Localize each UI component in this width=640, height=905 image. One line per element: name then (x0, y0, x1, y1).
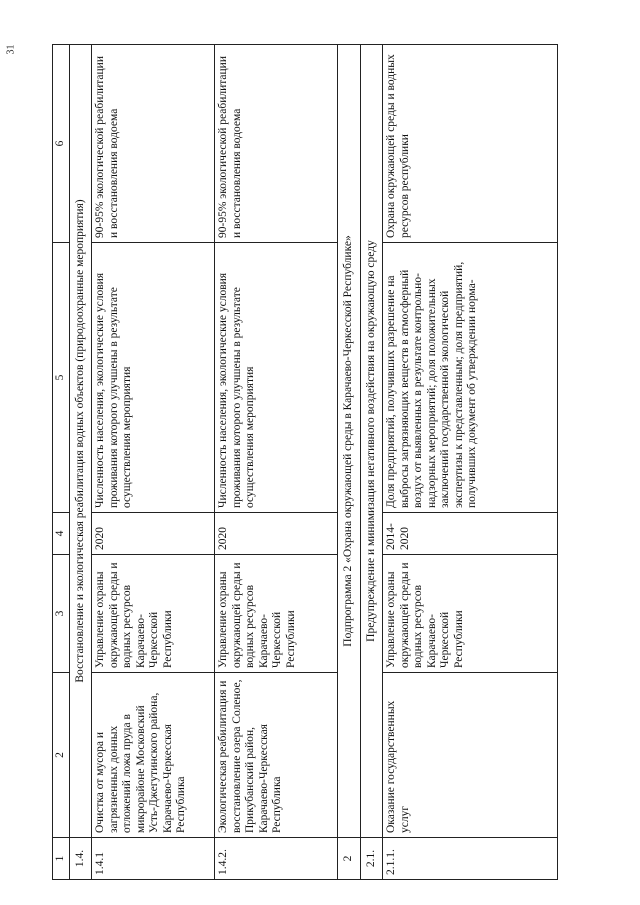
item-result: Охрана окружающей среды и водных ресурсов республики (383, 45, 558, 243)
section-number: 2 (338, 838, 361, 880)
item-number: 1.4.1 (92, 838, 215, 880)
section-title: Восстановление и экологическая реабилитация водных объектов (природоохранные мероприятия) (69, 45, 92, 838)
section-number: 1.4. (69, 838, 92, 880)
col-header-4: 4 (53, 513, 70, 555)
col-header-6: 6 (53, 45, 70, 243)
item-number: 1.4.2. (215, 838, 338, 880)
item-name: Экологическая реабилитация и восстановление озера Соленое, Прикубанский район, Карачаево-Черкесская Республика (215, 673, 338, 838)
table-container (52, 45, 607, 880)
col-header-2: 2 (53, 673, 70, 838)
section-row (338, 45, 361, 880)
col-header-1: 1 (53, 838, 70, 880)
item-term: 2014-2020 (383, 513, 558, 555)
section-title: Подпрограмма 2 «Охрана окружающей среды в Карачаево-Черкесской Республике» (338, 45, 361, 838)
page-number: 31 (5, 44, 17, 55)
header-row (53, 45, 70, 880)
item-executor: Управление охраны окружающей среды и водных ресурсов Карачаево-Черкесской Республики (383, 555, 558, 673)
item-number: 2.1.1. (383, 838, 558, 880)
item-indicator: Численность населения, экологические условия проживания которого улучшены в результате осуществления мероприятия (215, 243, 338, 513)
item-result: 90-95% экологической реабилитации и восстановления водоема (92, 45, 215, 243)
item-term: 2020 (215, 513, 338, 555)
item-indicator: Доля предприятий, получивших разрешение на выбросы загрязняющих веществ в атмосферный воздух от выявленных в результате контрольно-надзорных мероприятий; доля положительных заключений государственной экологической экспертизы к представленным; доля предприятий, получивших документ об утверждении норма- (383, 243, 558, 513)
item-result: 90-95% экологической реабилитации и восстановления водоема (215, 45, 338, 243)
table-row (215, 45, 338, 880)
item-executor: Управление охраны окружающей среды и водных ресурсов Карачаево-Черкесской Республики (215, 555, 338, 673)
section-row (69, 45, 92, 880)
section-title: Предупреждение и минимизация негативного воздействия на окружающую среду (360, 45, 383, 838)
item-term: 2020 (92, 513, 215, 555)
program-table (52, 44, 558, 880)
section-number: 2.1. (360, 838, 383, 880)
item-name: Оказание государственных услуг (383, 673, 558, 838)
table-row (92, 45, 215, 880)
rotated-page (52, 45, 640, 875)
item-indicator: Численность населения, экологические условия проживания которого улучшены в результате осуществления мероприятия (92, 243, 215, 513)
section-row (360, 45, 383, 880)
table-row (383, 45, 558, 880)
item-executor: Управление охраны окружающей среды и водных ресурсов Карачаево-Черкесской Республики (92, 555, 215, 673)
item-name: Очистка от мусора и загрязненных донных отложений ложа пруда в микрорайоне Московский Усть-Джегутинского района, Карачаево-Черкесская Республика (92, 673, 215, 838)
col-header-3: 3 (53, 555, 70, 673)
col-header-5: 5 (53, 243, 70, 513)
